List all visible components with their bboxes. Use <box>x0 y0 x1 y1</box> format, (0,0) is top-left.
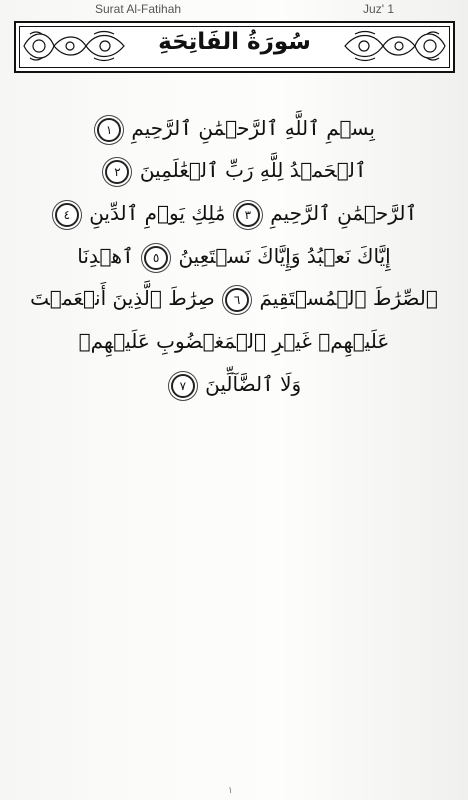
page-number: ١ <box>228 786 233 796</box>
verse-line-6[interactable] <box>0 321 468 361</box>
top-status-bar <box>0 0 468 18</box>
ayah-number: ٦ <box>233 292 241 307</box>
ayah-number-marker <box>97 118 121 142</box>
ayah-number: ٧ <box>179 378 187 393</box>
ayah-number: ٥ <box>152 250 160 265</box>
verse-text: ٱلۡحَمۡدُ لِلَّهِ رَبِّ ٱلۡعَٰلَمِينَ <box>139 158 367 182</box>
verse-text: عَلَيۡهِمۡ غَيۡرِ ٱلۡمَغۡضُوبِ عَلَيۡهِمۡ <box>78 329 390 353</box>
verse-text: ٱلرَّحۡمَٰنِ ٱلرَّحِيمِ <box>270 201 418 225</box>
verse-text: ٱهۡدِنَا <box>77 244 134 268</box>
ayah-number-marker <box>55 203 79 227</box>
verse-text: وَلَا ٱلضَّآلِّينَ <box>205 372 302 396</box>
ayah-number-marker <box>144 246 168 270</box>
ayah-number-marker <box>225 288 249 312</box>
right-ornament-icon <box>339 26 449 66</box>
verse-line-1[interactable] <box>0 108 468 148</box>
ayah-number-marker <box>171 374 195 398</box>
ayah-number-marker <box>105 160 129 184</box>
ayah-number-marker <box>236 203 260 227</box>
ayah-number: ٢ <box>114 164 121 179</box>
verse-text: ٱلصِّرَٰطَ ٱلۡمُسۡتَقِيمَ <box>259 286 438 310</box>
verse-line-7[interactable] <box>0 364 468 404</box>
verse-line-4[interactable] <box>0 236 468 276</box>
ayah-number: ٤ <box>63 207 71 222</box>
verse-text: مَٰلِكِ يَوۡمِ ٱلدِّينِ <box>89 201 226 225</box>
ayah-number: ٣ <box>244 207 252 222</box>
juz-label: Juz' 1 <box>363 2 394 16</box>
verse-text: بِسۡمِ ٱللَّهِ ٱلرَّحۡمَٰنِ ٱلرَّحِيمِ <box>131 116 375 140</box>
ayah-number: ١ <box>105 122 113 137</box>
verse-line-2[interactable] <box>0 150 468 190</box>
verse-text: إِيَّاكَ نَعۡبُدُ وَإِيَّاكَ نَسۡتَعِينُ <box>178 244 391 268</box>
verse-line-5[interactable] <box>0 278 468 318</box>
verse-line-3[interactable] <box>0 193 468 233</box>
verse-text: صِرَٰطَ ٱلَّذِينَ أَنۡعَمۡتَ <box>30 286 215 310</box>
surah-name-label: Surat Al-Fatihah <box>95 2 182 16</box>
left-ornament-icon <box>20 26 130 66</box>
surah-title: سُورَةُ الفَاتِحَةِ <box>158 29 311 55</box>
surah-header-frame <box>14 21 455 73</box>
